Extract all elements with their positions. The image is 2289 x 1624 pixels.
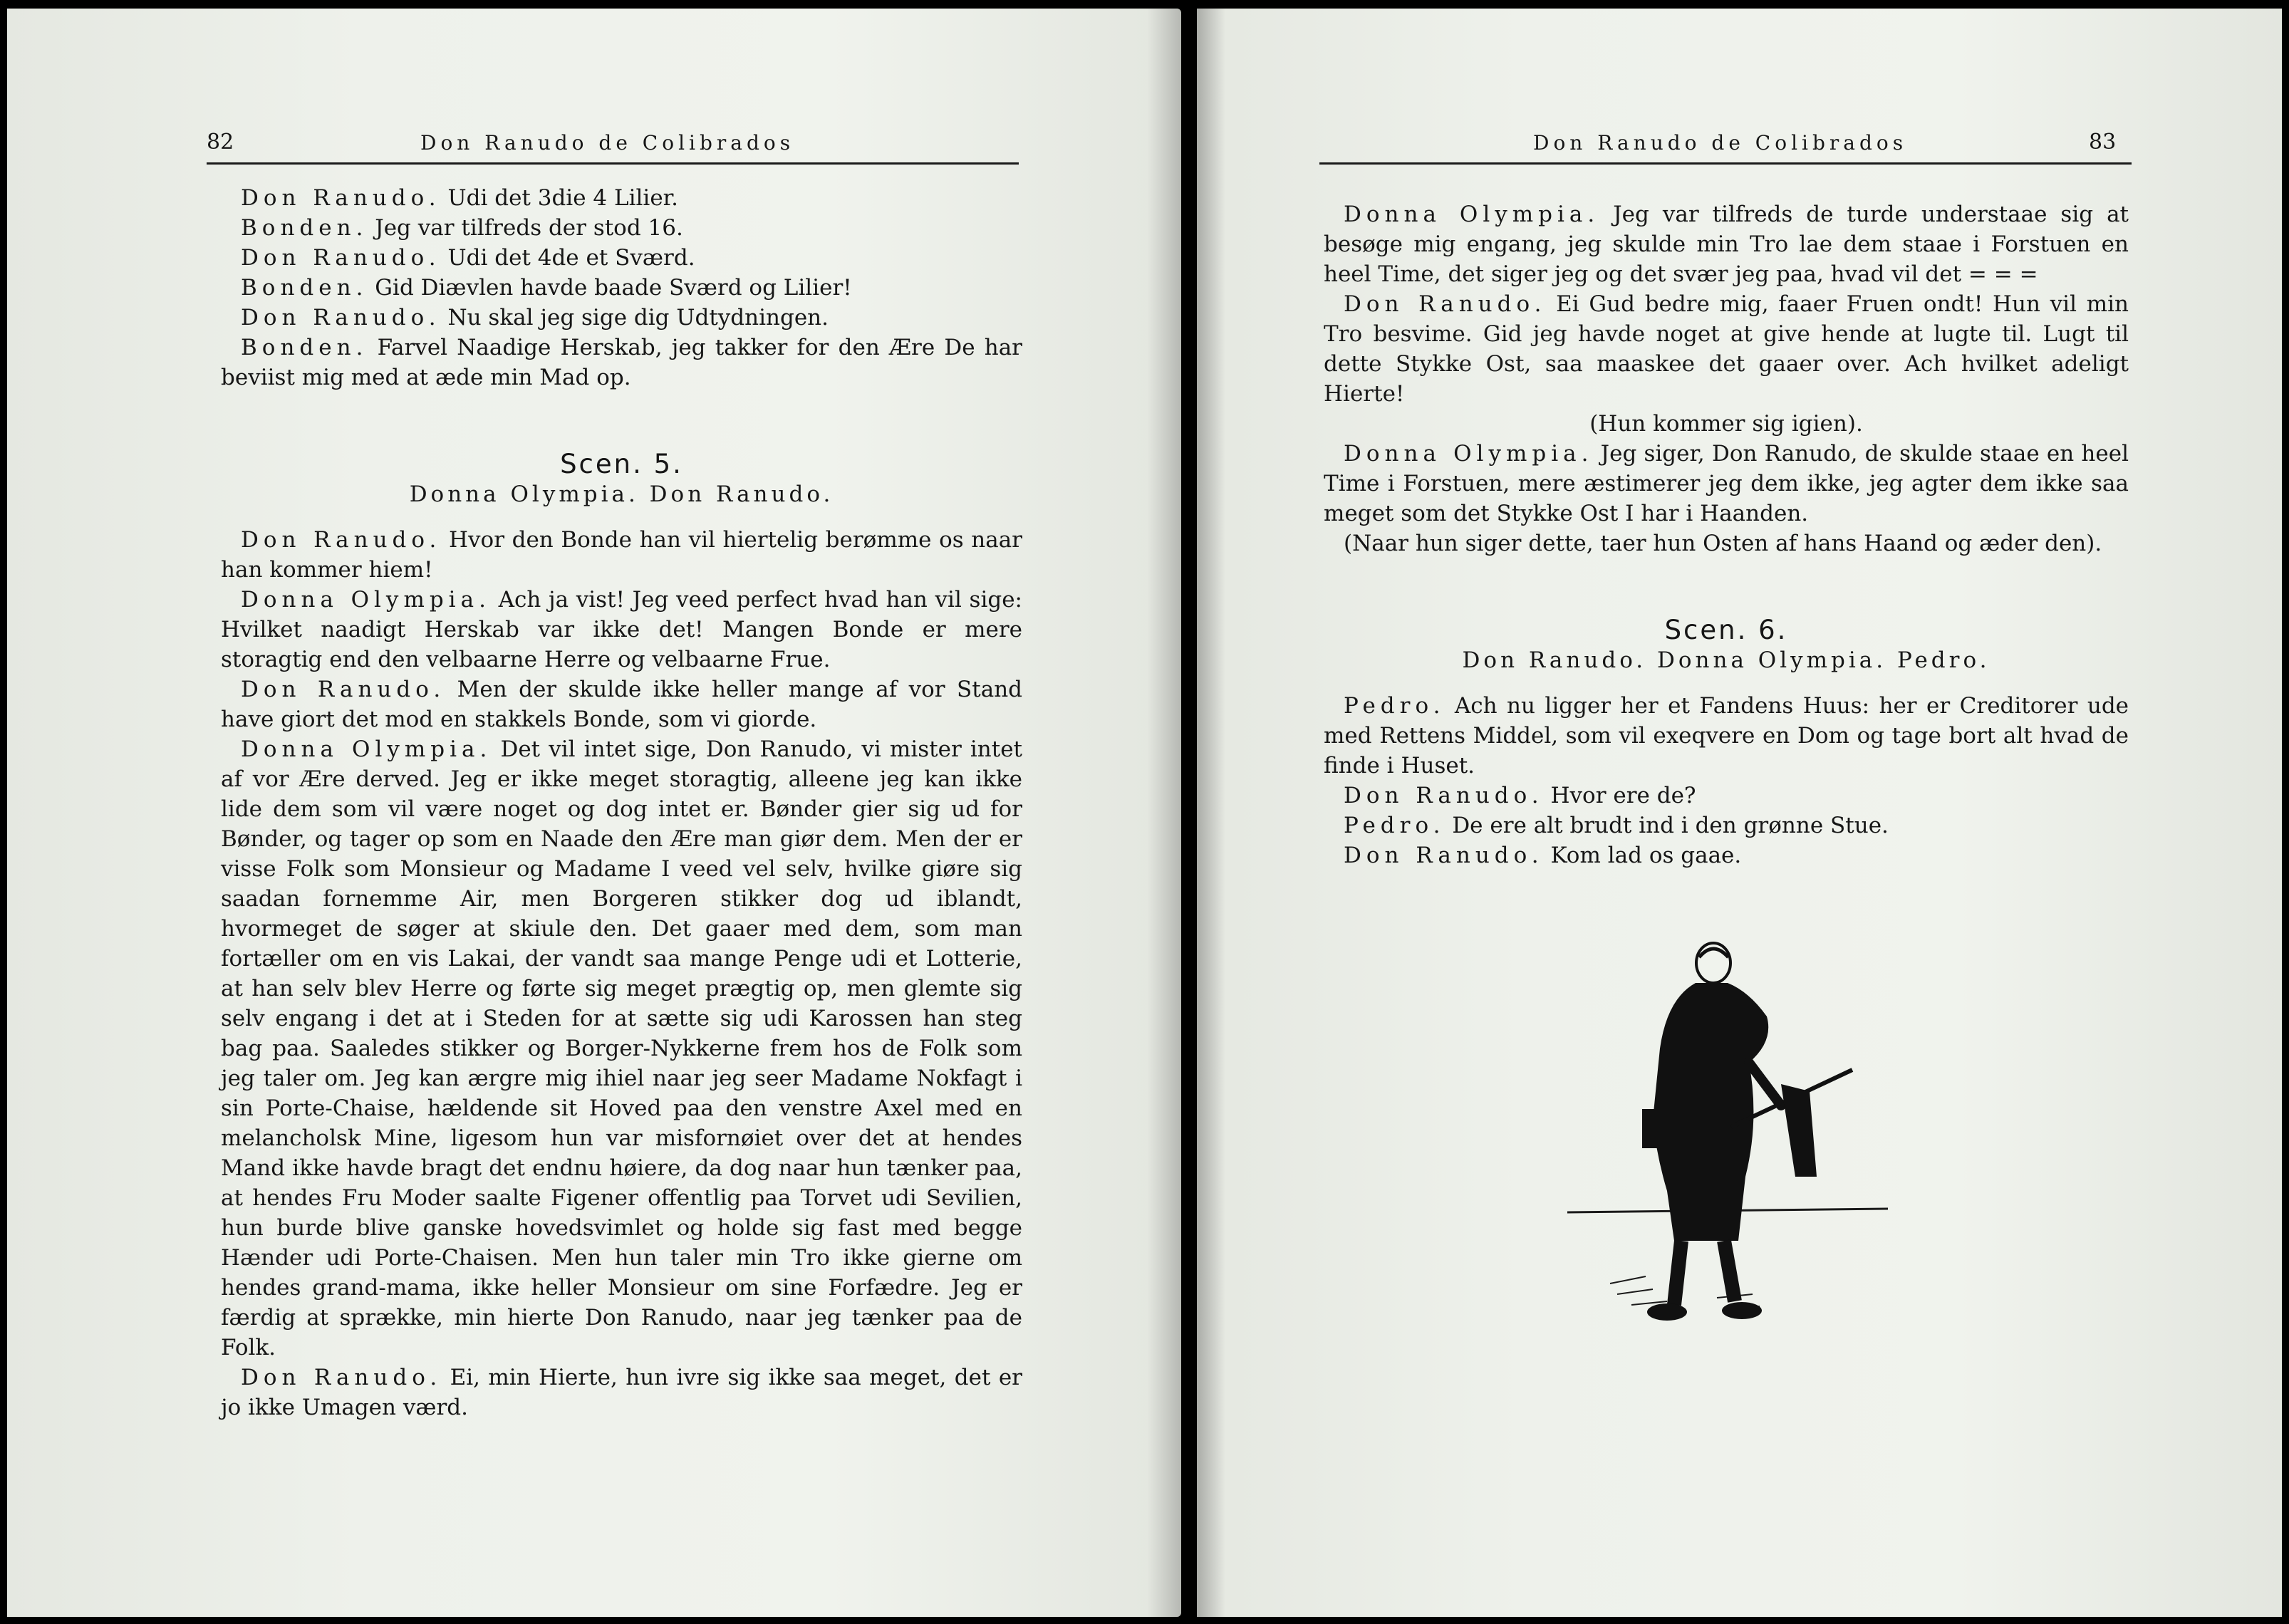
header-rule (207, 162, 1019, 165)
page-gutter-shadow (1197, 9, 1225, 1617)
dialogue-line: Don Ranudo. Ei Gud bedre mig, faaer Fruen ondt! Hun vil min Tro besvime. Gid jeg havde noget at give hende at lugte til. Lugt til dette Stykke Ost, saa maaskee det gaaer over. Ach hvilket adeligt Hierte! (1324, 291, 2129, 407)
dialogue-line: Don Ranudo. Men der skulde ikke heller mange af vor Stand have giort det mod en stakkels Bonde, som vi giorde. (221, 677, 1023, 732)
dialogue-line: Pedro. De ere alt brudt ind i den grønne Stue. (1344, 813, 1889, 838)
dialogue-line: Donna Olympia. Ach ja vist! Jeg veed perfect hvad han vil sige: Hvilket naadigt Herskab var ikke det! Mangen Bonde er mere storagtig end den velbaarne Herre og velbaarne Frue. (221, 587, 1022, 672)
scene-characters: Don Ranudo. Donna Olympia. Pedro. (1462, 647, 1990, 673)
dialogue-line: Bonden. Farvel Naadige Herskab, jeg takker for den Ære De har beviist mig med at æde min Mad op. (221, 335, 1023, 390)
stage-direction: (Hun kommer sig igien). (1589, 411, 1863, 437)
dialogue-line: Don Ranudo. Udi det 3die 4 Lilier. (241, 185, 678, 211)
header-rule (1319, 162, 2132, 165)
scene-title: Scen. 6. (1664, 615, 1788, 645)
standing-servant-figure-icon (1567, 942, 1902, 1362)
dialogue-line: Don Ranudo. Kom lad os gaae. (1344, 843, 1742, 868)
left-page (7, 9, 1181, 1617)
dialogue-line: Donna Olympia. Jeg var tilfreds de turde understaae sig at besøge mig engang, jeg skulde min Tro lae dem staae i Forstuen en heel Time, det siger jeg og det svær jeg paa, hvad vil det = = = (1324, 202, 2129, 287)
dialogue-line: Donna Olympia. Det vil intet sige, Don Ranudo, vi mister intet af vor Ære derved. Jeg er ikke meget storagtig, alleene jeg kan ikke lide dem som vil være noget og dog intet er. Bønder gier sig ud for Bønder, og tager op som en Naade den Ære man giør dem. Men der er visse Folk som Monsieur og Madame I veed vel selv, hvilke giøre sig saadan fornemme Air, men Borgeren stikker dog ud iblandt, hvormeget de søger at skiule den. Det gaaer med dem, som man fortæller om en vis Lakai, der vandt saa mange Penge udi et Lotterie, at han selv blev Herre og førte sig meget prægtig op, men glemte sig selv engang i det at i Steden for at sætte sig udi Karossen han steg bag paa. Saaledes stikker og Borger-Nykkerne frem hos de Folk som jeg taler om. Jeg kan ærgre mig ihiel naar jeg seer Madame Nokfagt i sin Porte-Chaise, hældende sit Hoved paa den venstre Axel med en melancholsk Mine, ligesom hun var misfornøiet over det at hendes Mand ikke havde bragt det endnu høiere, da dog naar hun tænker paa, at hendes Fru Moder saalte Figener offentlig paa Torvet udi Sevilien, hun burde blive ganske hovedsvimlet og holde sig fast med begge Hænder udi Porte-Chaisen. Men hun taler min Tro ikke gierne om hendes grand-mama, ikke heller Monsieur om sine Forfædre. Jeg er færdig at sprække, min hierte Don Ranudo, naar jeg tænker paa de Folk. (221, 736, 1023, 1360)
page-gutter-shadow (1147, 9, 1181, 1617)
dialogue-line: Don Ranudo. Hvor den Bonde han vil hiertelig berømme os naar han kommer hiem! (221, 527, 1022, 583)
page-number: 83 (2089, 130, 2117, 155)
dialogue-line: Pedro. Ach nu ligger her et Fandens Huus: her er Creditorer ude med Rettens Middel, som vil exeqvere en Dom og tage bort alt hvad de finde i Huset. (1324, 693, 2129, 779)
right-page (1197, 9, 2282, 1617)
dialogue-line: Bonden. Gid Diævlen havde baade Sværd og Lilier! (241, 275, 852, 301)
dialogue-line: Don Ranudo. Hvor ere de? (1344, 783, 1696, 808)
scene-characters: Donna Olympia. Don Ranudo. (409, 482, 834, 507)
scene-title: Scen. 5. (560, 449, 683, 479)
page-header (207, 130, 1019, 165)
page-number: 82 (207, 130, 234, 155)
dialogue-line: Don Ranudo. Nu skal jeg sige dig Udtydningen. (241, 305, 829, 330)
dialogue-line: Bonden. Jeg var tilfreds der stod 16. (241, 215, 683, 241)
running-head: Don Ranudo de Colibrados (420, 131, 795, 155)
page-text (1324, 199, 2129, 870)
page-text (221, 183, 1022, 1422)
running-head: Don Ranudo de Colibrados (1533, 131, 1908, 155)
stage-direction: (Naar hun siger dette, taer hun Osten af hans Haand og æder den). (1344, 531, 2102, 556)
dialogue-line: Don Ranudo. Ei, min Hierte, hun ivre sig ikke saa meget, det er jo ikke Umagen værd. (221, 1365, 1022, 1420)
page-header (1319, 130, 2132, 165)
dialogue-line: Don Ranudo. Udi det 4de et Sværd. (241, 245, 695, 271)
dialogue-line: Donna Olympia. Jeg siger, Don Ranudo, de skulde staae en heel Time i Forstuen, mere æstimerer jeg dem ikke, jeg agter dem ikke saa meget som det Stykke Ost I har i Haanden. (1324, 441, 2129, 526)
